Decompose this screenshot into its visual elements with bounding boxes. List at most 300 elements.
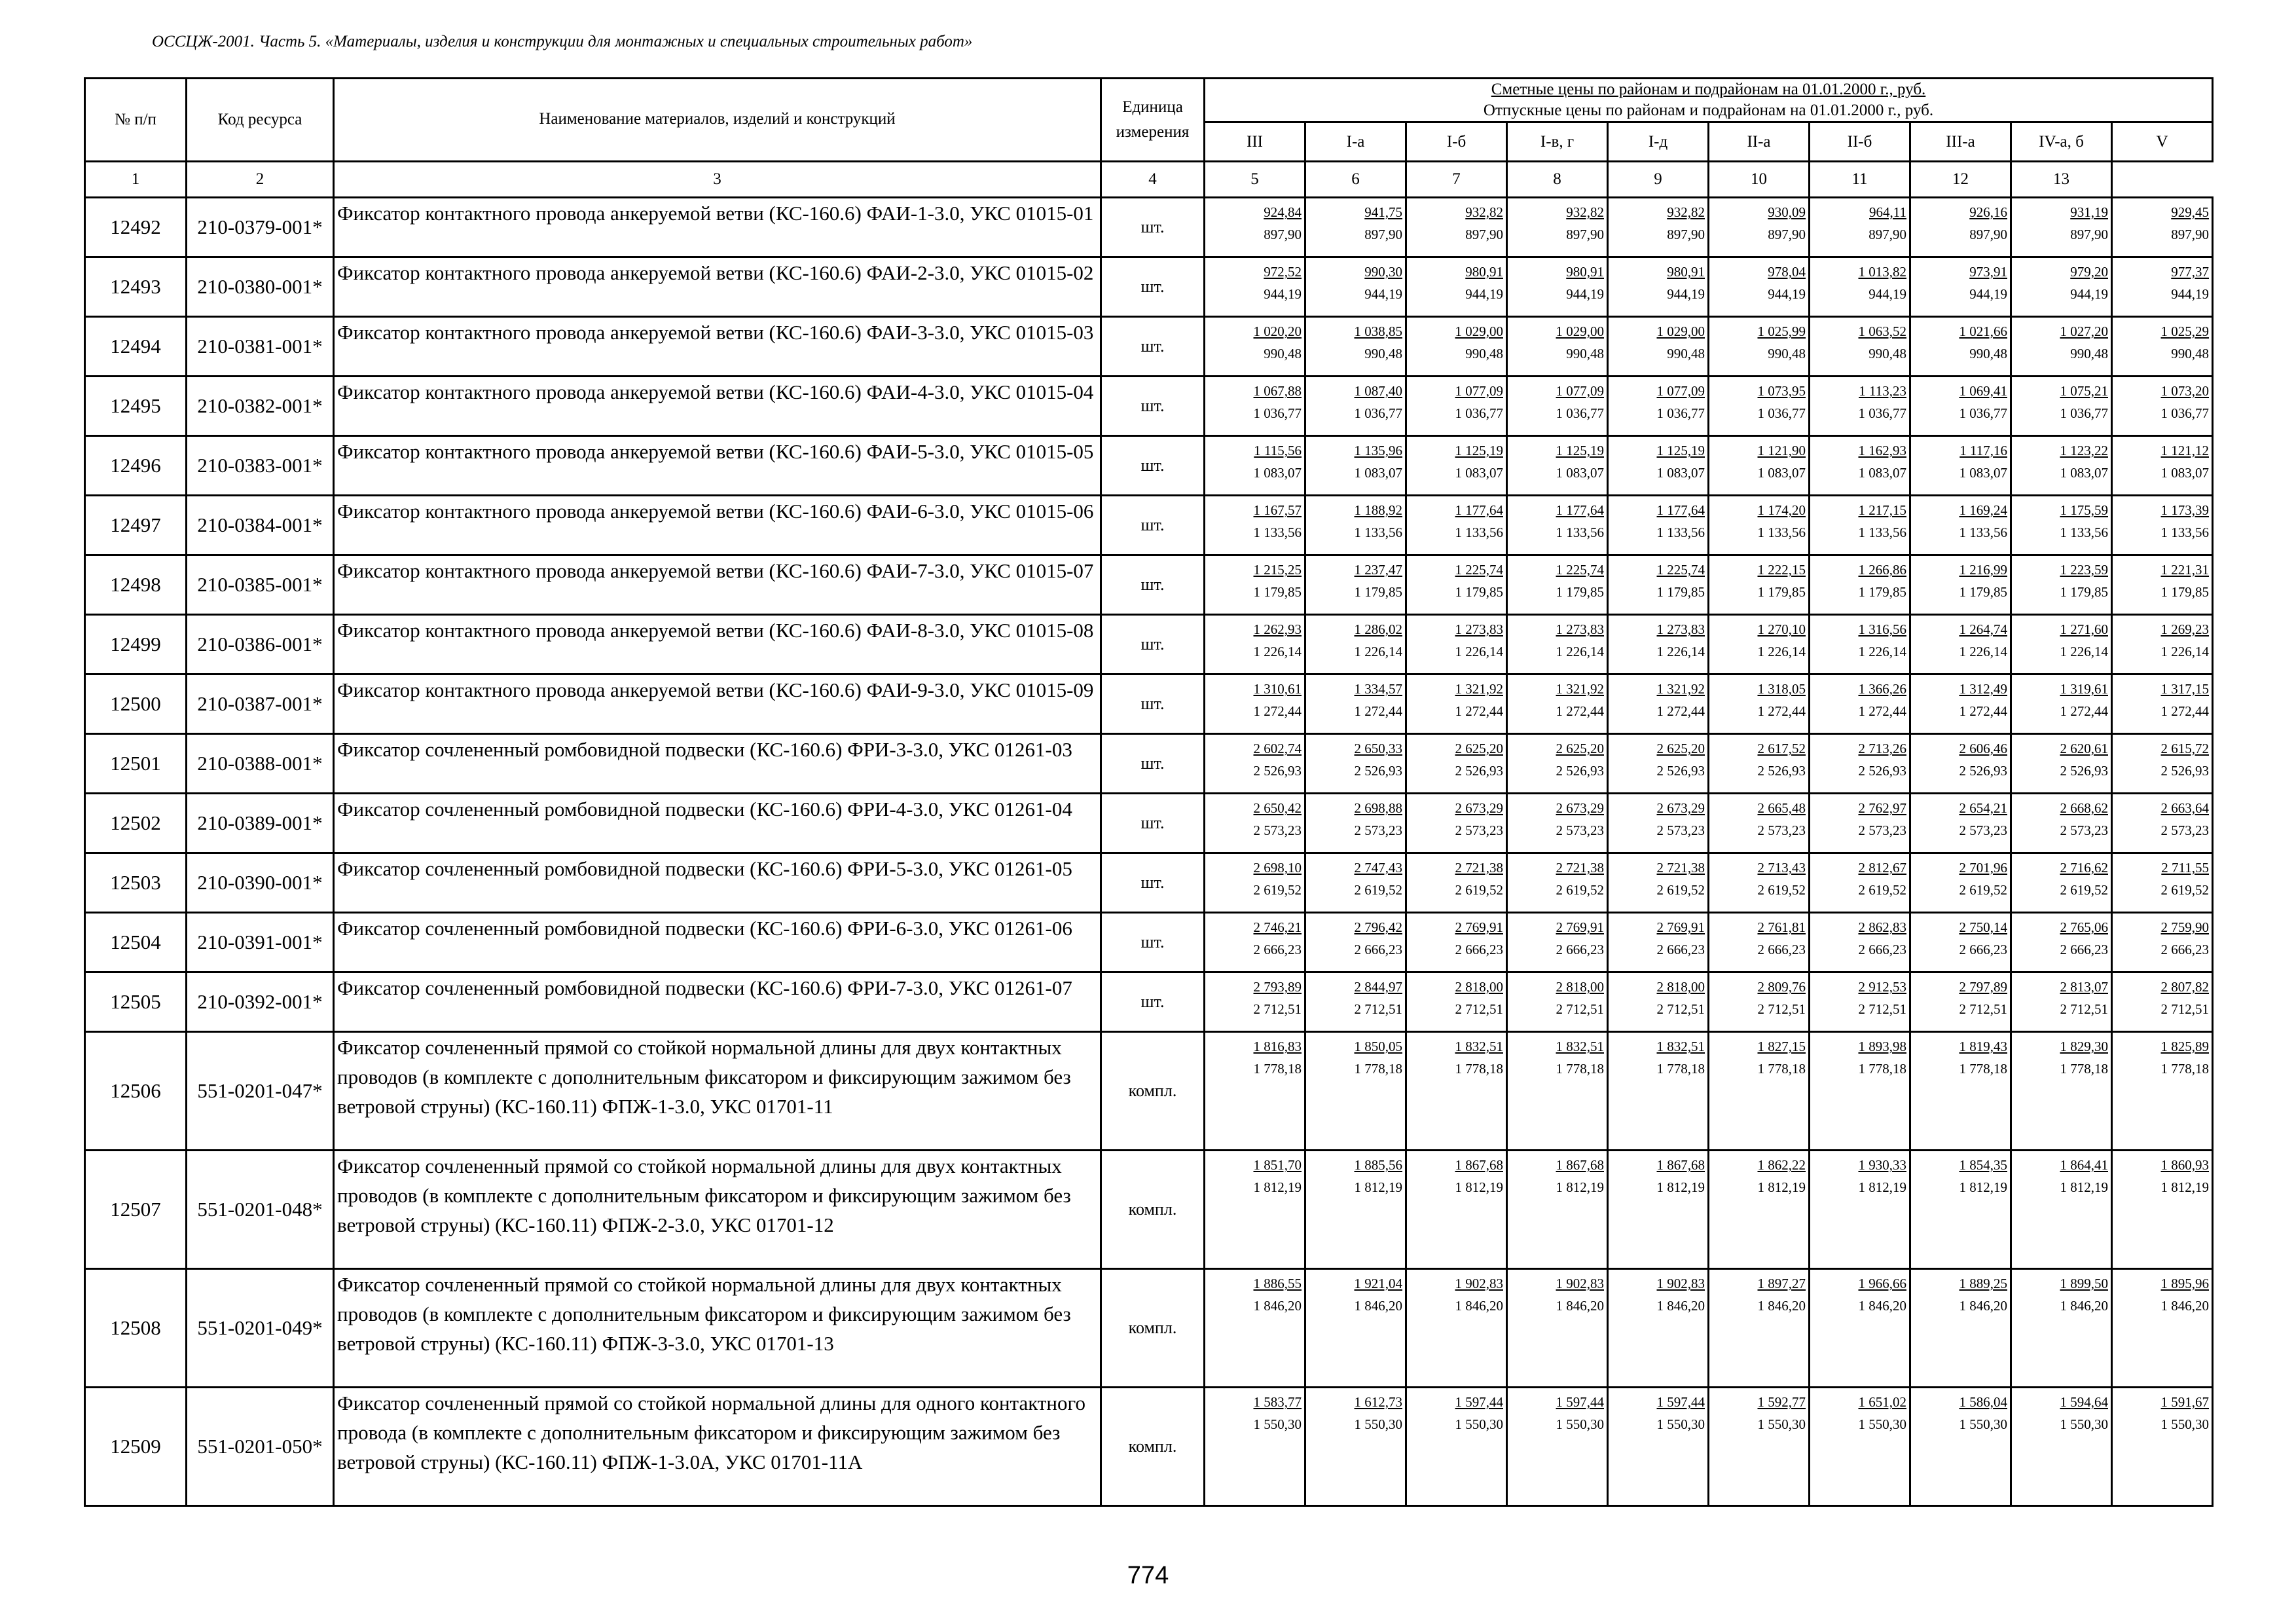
release-price: 2 573,23	[1253, 822, 1302, 838]
estimate-price: 1 966,66	[1858, 1276, 1906, 1291]
estimate-price: 1 075,21	[2060, 383, 2108, 399]
price-cell	[1305, 913, 1406, 972]
estimate-price: 2 620,61	[2060, 741, 2108, 756]
unit: шт.	[1101, 615, 1205, 674]
estimate-price: 1 167,57	[1253, 502, 1302, 518]
price-cell	[1910, 436, 2011, 496]
table-row	[85, 377, 2213, 436]
price-cell	[1709, 1151, 1810, 1269]
price-cell	[1205, 913, 1305, 972]
release-price: 1 179,85	[1455, 584, 1503, 600]
release-price: 1 083,07	[2060, 465, 2108, 481]
release-price: 1 133,56	[1253, 525, 1302, 540]
estimate-price: 1 223,59	[2060, 562, 2108, 578]
price-cell	[1810, 853, 1910, 913]
price-cell	[1507, 794, 1608, 853]
release-price: 1 812,19	[2160, 1179, 2210, 1195]
price-cell	[1810, 317, 1910, 377]
release-price: 1 550,30	[1556, 1416, 1604, 1432]
price-cell	[2112, 496, 2213, 555]
price-cell	[1205, 257, 1305, 317]
price-cell	[1709, 377, 1810, 436]
release-price: 1 083,07	[1757, 465, 1806, 481]
release-price: 2 712,51	[1354, 1001, 1402, 1017]
price-cell	[2011, 377, 2112, 436]
estimate-price: 2 750,14	[1959, 919, 2007, 935]
estimate-price: 1 216,99	[1959, 562, 2007, 578]
unit: шт.	[1101, 853, 1205, 913]
release-price: 1 272,44	[2160, 703, 2210, 719]
estimate-price: 2 650,33	[1354, 741, 1402, 756]
price-cell	[1810, 555, 1910, 615]
estimate-price: 2 759,90	[2160, 919, 2210, 935]
table-row	[85, 317, 2213, 377]
release-price: 1 133,56	[1556, 525, 1604, 540]
release-price: 2 666,23	[1455, 942, 1503, 957]
resource-code: 210-0387-001*	[187, 674, 334, 734]
table-row	[85, 555, 2213, 615]
price-cell	[1406, 257, 1507, 317]
release-price: 1 812,19	[1253, 1179, 1302, 1195]
price-cell	[1608, 555, 1709, 615]
estimate-price: 1 025,99	[1757, 323, 1806, 339]
estimate-price: 1 597,44	[1656, 1394, 1705, 1410]
release-price: 1 036,77	[1959, 405, 2007, 421]
release-price: 1 133,56	[2060, 525, 2108, 540]
price-cell	[1608, 257, 1709, 317]
release-price: 2 619,52	[1354, 882, 1402, 898]
estimate-price: 1 217,15	[1858, 502, 1906, 518]
estimate-price: 1 886,55	[1253, 1276, 1302, 1291]
item-name: Фиксатор контактного провода анкеруемой ветви (КС-160.6) ФАИ-4-3.0, УКС 01015-04	[334, 377, 1101, 436]
price-cell	[2011, 794, 2112, 853]
price-cell	[1507, 615, 1608, 674]
release-price: 1 083,07	[1455, 465, 1503, 481]
price-cell	[2112, 436, 2213, 496]
price-cell	[2011, 615, 2112, 674]
header-region: I-б	[1406, 122, 1507, 162]
estimate-price: 1 021,66	[1959, 323, 2007, 339]
estimate-price: 1 063,52	[1858, 323, 1906, 339]
price-cell	[1406, 555, 1507, 615]
price-cell	[1608, 1032, 1709, 1151]
header-region: I-в, г	[1507, 122, 1608, 162]
estimate-price: 979,20	[2070, 264, 2108, 280]
release-price: 2 526,93	[1656, 763, 1705, 779]
price-cell	[1810, 1032, 1910, 1151]
estimate-price: 1 583,77	[1253, 1394, 1302, 1410]
item-name: Фиксатор контактного провода анкеруемой ветви (КС-160.6) ФАИ-5-3.0, УКС 01015-05	[334, 436, 1101, 496]
release-price: 1 812,19	[1455, 1179, 1503, 1195]
release-price: 2 712,51	[2160, 1001, 2210, 1017]
estimate-price: 1 854,35	[1959, 1157, 2007, 1173]
release-price: 1 812,19	[1556, 1179, 1604, 1195]
resource-code: 210-0384-001*	[187, 496, 334, 555]
estimate-price: 2 818,00	[1455, 979, 1503, 995]
unit: компл.	[1101, 1269, 1205, 1388]
release-price: 944,19	[1868, 286, 1906, 302]
estimate-price: 1 222,15	[1757, 562, 1806, 578]
price-cell	[1305, 794, 1406, 853]
estimate-price: 2 769,91	[1556, 919, 1604, 935]
item-name: Фиксатор сочлененный прямой со стойкой нормальной длины для двух контактных проводов (в комплекте с дополнительным фиксатором и фиксирующим зажимом без ветровой струны) (КС-160.11) ФПЖ-3-3.0, УКС 01701-13	[334, 1269, 1101, 1388]
estimate-price: 2 654,21	[1959, 800, 2007, 816]
release-price: 990,48	[1667, 346, 1705, 361]
estimate-price: 2 673,29	[1656, 800, 1705, 816]
estimate-price: 973,91	[1969, 264, 2007, 280]
price-cell	[2112, 913, 2213, 972]
price-cell	[1305, 972, 1406, 1032]
price-cell	[2112, 377, 2213, 436]
price-cell	[1507, 377, 1608, 436]
estimate-price: 1 317,15	[2160, 681, 2210, 697]
release-price: 1 083,07	[1253, 465, 1302, 481]
unit: компл.	[1101, 1032, 1205, 1151]
estimate-price: 1 169,24	[1959, 502, 2007, 518]
column-number: 5	[1205, 162, 1305, 198]
item-name: Фиксатор сочлененный прямой со стойкой нормальной длины для двух контактных проводов (в комплекте с дополнительным фиксатором и фиксирующим зажимом без ветровой струны) (КС-160.11) ФПЖ-1-3.0, УКС 01701-11	[334, 1032, 1101, 1151]
table-row	[85, 913, 2213, 972]
item-name: Фиксатор сочлененный ромбовидной подвески (КС-160.6) ФРИ-7-3.0, УКС 01261-07	[334, 972, 1101, 1032]
unit: шт.	[1101, 377, 1205, 436]
item-name: Фиксатор контактного провода анкеруемой ветви (КС-160.6) ФАИ-1-3.0, УКС 01015-01	[334, 198, 1101, 257]
row-number: 12494	[85, 317, 187, 377]
estimate-price: 1 273,83	[1656, 621, 1705, 637]
table-row	[85, 1388, 2213, 1506]
estimate-price: 2 698,10	[1253, 860, 1302, 876]
price-cell	[1810, 1151, 1910, 1269]
estimate-price: 1 125,19	[1656, 443, 1705, 458]
release-price: 897,90	[1364, 227, 1402, 242]
estimate-price: 2 813,07	[2060, 979, 2108, 995]
release-price: 1 272,44	[1556, 703, 1604, 719]
resource-code: 210-0390-001*	[187, 853, 334, 913]
estimate-price: 1 921,04	[1354, 1276, 1402, 1291]
release-price: 1 179,85	[1656, 584, 1705, 600]
estimate-price: 931,19	[2070, 204, 2108, 220]
estimate-price: 1 851,70	[1253, 1157, 1302, 1173]
estimate-price: 2 716,62	[2060, 860, 2108, 876]
release-price: 2 712,51	[1656, 1001, 1705, 1017]
price-cell	[1910, 615, 2011, 674]
price-cell	[1910, 257, 2011, 317]
price-cell	[1507, 317, 1608, 377]
estimate-price: 1 225,74	[1656, 562, 1705, 578]
price-cell	[2112, 794, 2213, 853]
estimate-price: 2 650,42	[1253, 800, 1302, 816]
price-cell	[1910, 1032, 2011, 1151]
release-price: 1 083,07	[1858, 465, 1906, 481]
release-price: 2 712,51	[1455, 1001, 1503, 1017]
estimate-price: 1 215,25	[1253, 562, 1302, 578]
release-price: 944,19	[2171, 286, 2210, 302]
estimate-price: 1 221,31	[2160, 562, 2210, 578]
price-cell	[1709, 913, 1810, 972]
price-cell	[1406, 317, 1507, 377]
unit: шт.	[1101, 674, 1205, 734]
release-price: 1 036,77	[1455, 405, 1503, 421]
release-price: 990,48	[1868, 346, 1906, 361]
release-price: 944,19	[2070, 286, 2108, 302]
estimate-price: 1 816,83	[1253, 1039, 1302, 1054]
row-number: 12492	[85, 198, 187, 257]
release-price: 1 226,14	[2060, 644, 2108, 659]
estimate-price: 1 113,23	[1859, 383, 1906, 399]
estimate-price: 2 673,29	[1455, 800, 1503, 816]
release-price: 990,48	[1364, 346, 1402, 361]
price-cell	[1305, 257, 1406, 317]
release-price: 2 573,23	[1858, 822, 1906, 838]
release-price: 1 812,19	[1757, 1179, 1806, 1195]
price-cell	[1507, 496, 1608, 555]
table-row	[85, 198, 2213, 257]
table-row	[85, 436, 2213, 496]
price-cell	[2011, 1388, 2112, 1506]
price-cell	[1608, 972, 1709, 1032]
estimate-price: 2 713,43	[1757, 860, 1806, 876]
release-price: 944,19	[1768, 286, 1806, 302]
release-price: 2 666,23	[1556, 942, 1604, 957]
release-price: 1 226,14	[1556, 644, 1604, 659]
estimate-price: 2 721,38	[1656, 860, 1705, 876]
release-price: 1 272,44	[1656, 703, 1705, 719]
estimate-price: 1 266,86	[1858, 562, 1906, 578]
release-price: 1 133,56	[1354, 525, 1402, 540]
estimate-price: 1 867,68	[1656, 1157, 1705, 1173]
estimate-price: 2 625,20	[1656, 741, 1705, 756]
estimate-price: 1 825,89	[2160, 1039, 2210, 1054]
price-cell	[1507, 734, 1608, 794]
release-price: 2 573,23	[1556, 822, 1604, 838]
price-cell	[1810, 674, 1910, 734]
price-cell	[1709, 257, 1810, 317]
price-cell	[1608, 734, 1709, 794]
release-price: 2 573,23	[1757, 822, 1806, 838]
estimate-price: 980,91	[1465, 264, 1503, 280]
estimate-price: 932,82	[1566, 204, 1604, 220]
row-number: 12509	[85, 1388, 187, 1506]
price-cell	[2112, 1269, 2213, 1388]
estimate-price: 1 899,50	[2060, 1276, 2108, 1291]
estimate-price: 924,84	[1264, 204, 1302, 220]
estimate-price: 1 864,41	[2060, 1157, 2108, 1173]
estimate-price: 2 769,91	[1656, 919, 1705, 935]
price-cell	[2112, 734, 2213, 794]
estimate-price: 932,82	[1667, 204, 1705, 220]
estimate-price: 2 807,82	[2160, 979, 2210, 995]
release-price: 1 179,85	[2160, 584, 2210, 600]
row-number: 12501	[85, 734, 187, 794]
release-price: 1 036,77	[2160, 405, 2210, 421]
price-cell	[1205, 317, 1305, 377]
resource-code: 210-0383-001*	[187, 436, 334, 496]
column-number: 8	[1507, 162, 1608, 198]
release-price: 1 550,30	[1959, 1416, 2007, 1432]
release-price: 1 846,20	[1858, 1298, 1906, 1314]
release-price: 1 179,85	[1959, 584, 2007, 600]
price-cell	[2011, 257, 2112, 317]
estimate-price: 1 177,64	[1556, 502, 1604, 518]
release-price: 2 712,51	[1556, 1001, 1604, 1017]
release-price: 2 619,52	[1253, 882, 1302, 898]
table-row	[85, 1151, 2213, 1269]
resource-code: 210-0380-001*	[187, 257, 334, 317]
estimate-price: 1 832,51	[1556, 1039, 1604, 1054]
release-price: 897,90	[1969, 227, 2007, 242]
price-cell	[1205, 972, 1305, 1032]
resource-code: 210-0381-001*	[187, 317, 334, 377]
table-row	[85, 615, 2213, 674]
release-price: 1 179,85	[1253, 584, 1302, 600]
column-number: 6	[1305, 162, 1406, 198]
price-cell	[1305, 1151, 1406, 1269]
price-cell	[1709, 1032, 1810, 1151]
estimate-price: 941,75	[1364, 204, 1402, 220]
estimate-price: 2 746,21	[1253, 919, 1302, 935]
row-number: 12499	[85, 615, 187, 674]
release-price: 1 083,07	[2160, 465, 2210, 481]
price-cell	[2112, 317, 2213, 377]
release-price: 1 812,19	[1858, 1179, 1906, 1195]
release-price: 2 712,51	[1959, 1001, 2007, 1017]
price-cell	[2011, 972, 2112, 1032]
estimate-price: 1 188,92	[1354, 502, 1402, 518]
table-row	[85, 734, 2213, 794]
estimate-price: 1 115,56	[1254, 443, 1302, 458]
unit: шт.	[1101, 198, 1205, 257]
estimate-price: 1 902,83	[1556, 1276, 1604, 1291]
release-price: 2 666,23	[1858, 942, 1906, 957]
estimate-price: 2 747,43	[1354, 860, 1402, 876]
resource-code: 551-0201-050*	[187, 1388, 334, 1506]
price-cell	[2112, 1032, 2213, 1151]
release-price: 1 778,18	[2160, 1061, 2210, 1077]
release-price: 2 666,23	[1757, 942, 1806, 957]
estimate-price: 1 829,30	[2060, 1039, 2108, 1054]
estimate-price: 1 832,51	[1656, 1039, 1705, 1054]
price-cell	[1406, 1151, 1507, 1269]
estimate-price: 2 818,00	[1656, 979, 1705, 995]
release-price: 1 083,07	[1959, 465, 2007, 481]
estimate-price: 1 020,20	[1253, 323, 1302, 339]
column-number: 11	[1810, 162, 1910, 198]
unit: шт.	[1101, 913, 1205, 972]
estimate-price: 978,04	[1768, 264, 1806, 280]
release-price: 1 036,77	[1656, 405, 1705, 421]
price-cell	[1910, 317, 2011, 377]
release-price: 2 573,23	[1959, 822, 2007, 838]
estimate-price: 1 125,19	[1455, 443, 1503, 458]
unit: шт.	[1101, 436, 1205, 496]
release-price: 1 272,44	[1253, 703, 1302, 719]
estimate-price: 1 029,00	[1656, 323, 1705, 339]
release-price: 2 666,23	[1253, 942, 1302, 957]
release-price: 1 226,14	[1757, 644, 1806, 659]
price-cell	[1608, 794, 1709, 853]
estimate-price: 1 225,74	[1455, 562, 1503, 578]
resource-code: 210-0391-001*	[187, 913, 334, 972]
release-price: 1 179,85	[1858, 584, 1906, 600]
price-cell	[1305, 734, 1406, 794]
estimate-price: 2 617,52	[1757, 741, 1806, 756]
table-row	[85, 674, 2213, 734]
price-cell	[1305, 853, 1406, 913]
price-cell	[2011, 853, 2112, 913]
release-price: 1 812,19	[1354, 1179, 1402, 1195]
release-price: 897,90	[1465, 227, 1503, 242]
estimate-price: 2 762,97	[1858, 800, 1906, 816]
price-cell	[1608, 1388, 1709, 1506]
column-number: 7	[1406, 162, 1507, 198]
estimate-price: 1 069,41	[1959, 383, 2007, 399]
price-cell	[2011, 1032, 2112, 1151]
release-price: 1 272,44	[1959, 703, 2007, 719]
price-cell	[1305, 198, 1406, 257]
release-price: 897,90	[2070, 227, 2108, 242]
price-cell	[1910, 1269, 2011, 1388]
release-price: 2 619,52	[1757, 882, 1806, 898]
release-price: 1 133,56	[1656, 525, 1705, 540]
price-cell	[1709, 555, 1810, 615]
estimate-price: 1 271,60	[2060, 621, 2108, 637]
item-name: Фиксатор сочлененный ромбовидной подвески (КС-160.6) ФРИ-3-3.0, УКС 01261-03	[334, 734, 1101, 794]
row-number: 12503	[85, 853, 187, 913]
estimate-price: 2 862,83	[1858, 919, 1906, 935]
price-cell	[1406, 734, 1507, 794]
price-table	[84, 77, 2214, 1507]
estimate-price: 2 793,89	[1253, 979, 1302, 995]
header-release-prices: Отпускные цены по районам и подрайонам на 01.01.2000 г., руб.	[1483, 101, 1934, 119]
estimate-price: 1 597,44	[1455, 1394, 1503, 1410]
price-cell	[1305, 377, 1406, 436]
release-price: 2 712,51	[1858, 1001, 1906, 1017]
release-price: 1 036,77	[2060, 405, 2108, 421]
estimate-price: 1 067,88	[1253, 383, 1302, 399]
estimate-price: 1 366,26	[1858, 681, 1906, 697]
release-price: 2 573,23	[1455, 822, 1503, 838]
estimate-price: 1 860,93	[2160, 1157, 2210, 1173]
unit: компл.	[1101, 1151, 1205, 1269]
table-row	[85, 496, 2213, 555]
estimate-price: 1 321,92	[1556, 681, 1604, 697]
release-price: 897,90	[1768, 227, 1806, 242]
release-price: 1 846,20	[1455, 1298, 1503, 1314]
release-price: 944,19	[1465, 286, 1503, 302]
release-price: 1 179,85	[1757, 584, 1806, 600]
estimate-price: 1 827,15	[1757, 1039, 1806, 1054]
release-price: 1 133,56	[1455, 525, 1503, 540]
price-cell	[1810, 913, 1910, 972]
release-price: 2 666,23	[1959, 942, 2007, 957]
estimate-price: 2 721,38	[1455, 860, 1503, 876]
release-price: 1 036,77	[1858, 405, 1906, 421]
release-price: 2 526,93	[2060, 763, 2108, 779]
price-cell	[1709, 1269, 1810, 1388]
release-price: 1 083,07	[1556, 465, 1604, 481]
estimate-price: 1 135,96	[1354, 443, 1402, 458]
price-cell	[1205, 674, 1305, 734]
estimate-price: 1 077,09	[1556, 383, 1604, 399]
estimate-price: 2 701,96	[1959, 860, 2007, 876]
release-price: 1 036,77	[1556, 405, 1604, 421]
price-cell	[1608, 1269, 1709, 1388]
release-price: 990,48	[1465, 346, 1503, 361]
release-price: 1 550,30	[1757, 1416, 1806, 1432]
unit: шт.	[1101, 794, 1205, 853]
price-cell	[1507, 555, 1608, 615]
estimate-price: 1 895,96	[2160, 1276, 2210, 1291]
header-price-group	[1205, 79, 2213, 122]
